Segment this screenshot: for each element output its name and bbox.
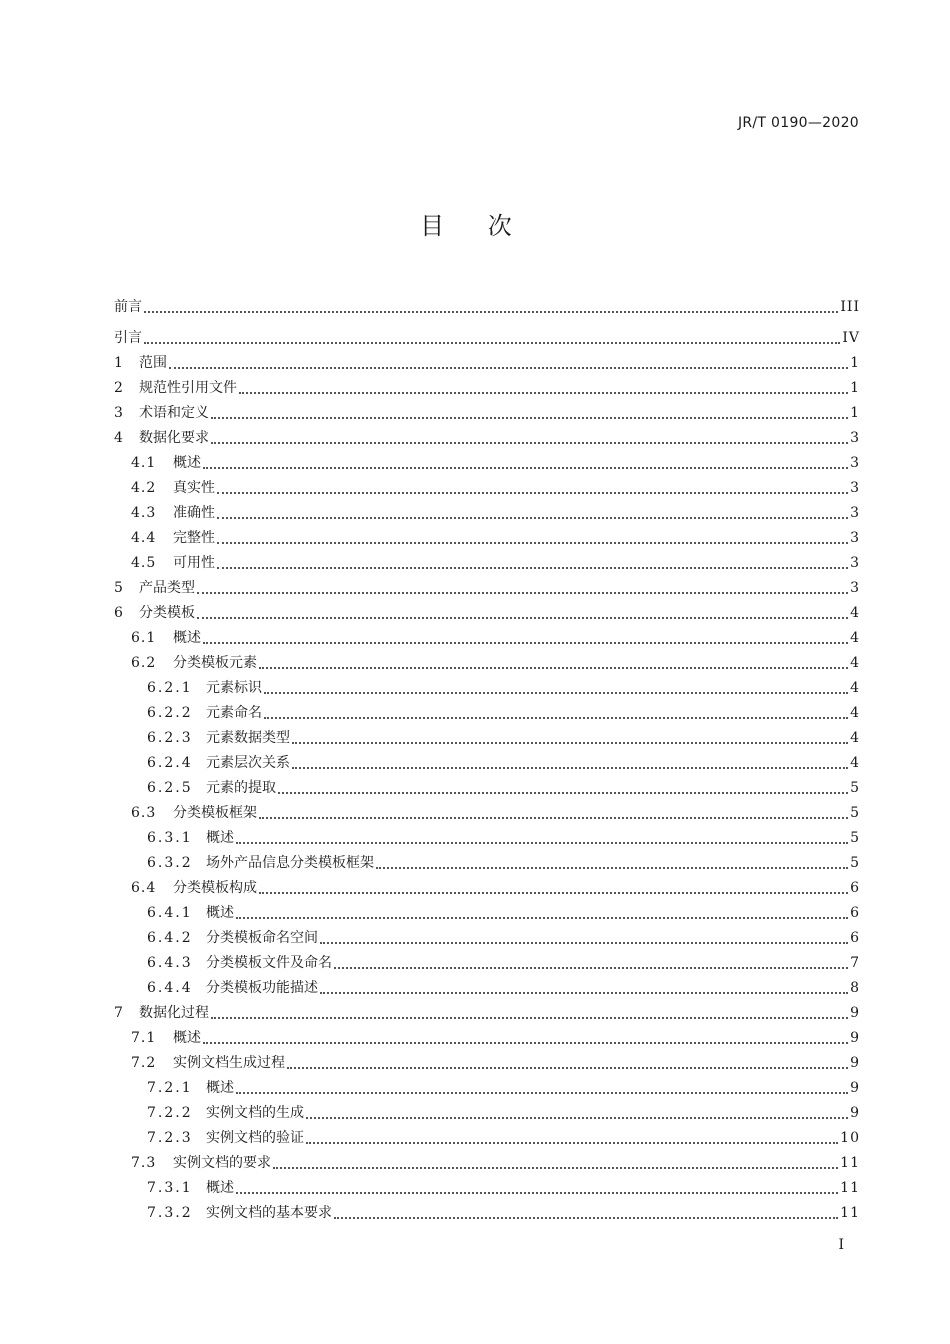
toc-entry-text: 概述 (206, 1080, 234, 1096)
toc-entry-page: 3 (850, 455, 860, 471)
toc-dot-leader (239, 391, 848, 394)
toc-entry-label (131, 630, 201, 647)
toc-entry-number: 4 (114, 430, 123, 446)
toc-entry[interactable] (114, 822, 860, 847)
toc-entry-label (147, 855, 374, 872)
toc-entry-text: 元素的提取 (206, 780, 276, 796)
toc-entry-page: 4 (850, 655, 860, 671)
toc-entry[interactable] (114, 1172, 860, 1197)
toc-entry-label (147, 955, 332, 972)
toc-entry-text: 分类模板命名空间 (206, 930, 318, 946)
toc-dot-leader (197, 591, 848, 594)
toc-entry-page: 3 (850, 580, 860, 596)
toc-entry[interactable] (114, 947, 860, 972)
toc-entry-page: 9 (850, 1080, 860, 1096)
toc-entry-page: 6 (850, 930, 860, 946)
toc-entry-text: 分类模板功能描述 (206, 980, 318, 996)
toc-entry[interactable] (114, 447, 860, 472)
toc-entry-number: 7.3.2 (147, 1205, 193, 1221)
toc-entry-page: 3 (850, 555, 860, 571)
toc-entry-number: 7.2.3 (147, 1130, 193, 1146)
toc-entry-text: 分类模板框架 (173, 805, 257, 821)
page-number: I (838, 1237, 844, 1253)
toc-dot-leader (211, 441, 848, 444)
toc-entry-page: 4 (850, 755, 860, 771)
toc-entry-number: 6.3.1 (147, 830, 193, 846)
toc-dot-leader (197, 616, 848, 619)
toc-dot-leader (292, 766, 848, 769)
toc-dot-leader (292, 741, 848, 744)
toc-entry-page: 4 (850, 630, 860, 646)
toc-entry-number: 7.2 (131, 1055, 157, 1071)
toc-entry-number: 6 (114, 605, 123, 621)
toc-entry-label (114, 380, 237, 397)
toc-dot-leader (217, 491, 848, 494)
toc-entry-label (147, 830, 234, 847)
toc-entry-number: 6.4.4 (147, 980, 193, 996)
toc-entry-text: 分类模板文件及命名 (206, 955, 332, 971)
toc-entry-text: 概述 (173, 1030, 201, 1046)
toc-entry-label (147, 905, 234, 922)
toc-entry-label (147, 980, 318, 997)
toc-dot-leader (203, 641, 848, 644)
toc-entry-text: 元素层次关系 (206, 755, 290, 771)
toc-entry-number: 7.3 (131, 1155, 157, 1171)
toc-entry-label (147, 1080, 234, 1097)
toc-dot-leader (278, 791, 848, 794)
toc-entry[interactable] (114, 997, 860, 1022)
toc-dot-leader (236, 1091, 848, 1094)
toc-entry[interactable] (114, 316, 860, 347)
standard-code: JR/T 0190—2020 (737, 115, 859, 131)
toc-entry-label (131, 1055, 285, 1072)
table-of-contents (114, 285, 860, 1222)
toc-title: 目 次 (420, 212, 530, 240)
toc-entry-text: 实例文档的基本要求 (206, 1205, 332, 1221)
toc-entry[interactable] (114, 472, 860, 497)
toc-dot-leader (236, 841, 848, 844)
toc-dot-leader (273, 1166, 838, 1169)
toc-entry-text: 可用性 (173, 555, 215, 571)
toc-dot-leader (264, 716, 848, 719)
toc-entry[interactable] (114, 722, 860, 747)
toc-entry-text: 准确性 (173, 505, 215, 521)
toc-entry-label (147, 705, 262, 722)
toc-entry-text: 产品类型 (139, 580, 195, 596)
toc-entry-text: 概述 (173, 630, 201, 646)
toc-entry-label (147, 680, 262, 697)
toc-entry-label (131, 455, 201, 472)
toc-entry-label (114, 605, 195, 622)
toc-entry-page: 7 (850, 955, 860, 971)
toc-entry-page: 9 (850, 1105, 860, 1121)
toc-entry[interactable] (114, 972, 860, 997)
toc-entry[interactable] (114, 1122, 860, 1147)
toc-entry[interactable] (114, 622, 860, 647)
toc-entry-text: 引言 (114, 330, 142, 346)
toc-entry-text: 实例文档生成过程 (173, 1055, 285, 1071)
toc-entry-label (114, 330, 142, 347)
toc-entry[interactable] (114, 1147, 860, 1172)
toc-dot-leader (334, 966, 848, 969)
toc-entry[interactable] (114, 922, 860, 947)
toc-entry-label (147, 1205, 332, 1222)
toc-entry-label (131, 805, 257, 822)
toc-dot-leader (264, 691, 848, 694)
toc-entry-label (131, 1030, 201, 1047)
toc-entry-number: 4.3 (131, 505, 157, 521)
toc-dot-leader (334, 1216, 838, 1219)
toc-dot-leader (203, 1041, 848, 1044)
toc-entry-page: 5 (850, 830, 860, 846)
toc-entry-number: 4.4 (131, 530, 157, 546)
toc-entry-number: 7.2.1 (147, 1080, 193, 1096)
toc-entry[interactable] (114, 1097, 860, 1122)
toc-entry-number: 7.3.1 (147, 1180, 193, 1196)
toc-entry-label (147, 780, 276, 797)
toc-entry[interactable] (114, 797, 860, 822)
toc-dot-leader (259, 816, 848, 819)
toc-entry-page: 1 (850, 380, 860, 396)
toc-entry[interactable] (114, 397, 860, 422)
toc-entry[interactable] (114, 847, 860, 872)
toc-entry-number: 6.3 (131, 805, 157, 821)
toc-dot-leader (259, 666, 848, 669)
toc-entry-text: 场外产品信息分类模板框架 (206, 855, 374, 871)
toc-entry[interactable] (114, 522, 860, 547)
toc-entry-page: 6 (850, 880, 860, 896)
toc-dot-leader (217, 566, 848, 569)
toc-dot-leader (144, 310, 838, 313)
toc-entry-page: 1 (850, 405, 860, 421)
toc-entry-page: 4 (850, 605, 860, 621)
toc-entry[interactable] (114, 1072, 860, 1097)
toc-entry[interactable] (114, 497, 860, 522)
toc-dot-leader (320, 991, 848, 994)
toc-entry-label (114, 430, 209, 447)
toc-entry-text: 数据化过程 (139, 1005, 209, 1021)
toc-dot-leader (376, 866, 848, 869)
toc-entry-label (131, 880, 257, 897)
toc-entry-page: 4 (850, 730, 860, 746)
toc-entry[interactable] (114, 547, 860, 572)
toc-entry[interactable] (114, 1197, 860, 1222)
toc-entry-page: 3 (850, 505, 860, 521)
toc-entry-text: 术语和定义 (139, 405, 209, 421)
toc-entry-label (114, 580, 195, 597)
toc-dot-leader (306, 1141, 838, 1144)
toc-entry-number: 7.1 (131, 1030, 157, 1046)
toc-dot-leader (259, 891, 848, 894)
toc-entry-number: 6.2.5 (147, 780, 193, 796)
toc-entry-number: 4.1 (131, 455, 157, 471)
toc-entry-text: 规范性引用文件 (139, 380, 237, 396)
toc-entry-number: 7 (114, 1005, 123, 1021)
toc-entry-page: 6 (850, 905, 860, 921)
toc-entry-number: 6.2.3 (147, 730, 193, 746)
toc-entry-number: 6.1 (131, 630, 157, 646)
toc-entry-page: 1 (850, 355, 860, 371)
toc-dot-leader (211, 1016, 848, 1019)
toc-dot-leader (287, 1066, 848, 1069)
toc-dot-leader (306, 1116, 848, 1119)
toc-entry-number: 7.2.2 (147, 1105, 193, 1121)
toc-entry-label (147, 930, 318, 947)
toc-entry-number: 4.2 (131, 480, 157, 496)
toc-entry-text: 概述 (206, 905, 234, 921)
toc-entry[interactable] (114, 1047, 860, 1072)
toc-entry[interactable] (114, 672, 860, 697)
toc-entry-page: 4 (850, 680, 860, 696)
toc-entry-label (131, 530, 215, 547)
toc-entry[interactable] (114, 697, 860, 722)
toc-entry-label (131, 505, 215, 522)
toc-entry-label (131, 655, 257, 672)
toc-entry-page: 11 (840, 1180, 860, 1196)
toc-entry-label (114, 1005, 209, 1022)
toc-entry[interactable] (114, 772, 860, 797)
toc-entry-text: 实例文档的生成 (206, 1105, 304, 1121)
toc-entry-number: 1 (114, 355, 123, 371)
toc-entry-number: 6.2.2 (147, 705, 193, 721)
toc-entry[interactable] (114, 285, 860, 316)
toc-dot-leader (217, 516, 848, 519)
toc-dot-leader (236, 916, 848, 919)
toc-entry[interactable] (114, 872, 860, 897)
toc-entry-label (147, 1105, 304, 1122)
toc-entry-page: IV (842, 330, 860, 346)
toc-entry-page: 9 (850, 1005, 860, 1021)
toc-entry[interactable] (114, 647, 860, 672)
toc-entry[interactable] (114, 1022, 860, 1047)
toc-entry-label (131, 555, 215, 572)
toc-entry-number: 6.2.1 (147, 680, 193, 696)
toc-entry-label (147, 730, 290, 747)
toc-entry-label (131, 1155, 271, 1172)
toc-entry-number: 6.2 (131, 655, 157, 671)
toc-entry-page: 5 (850, 805, 860, 821)
toc-entry-label (147, 1130, 304, 1147)
toc-entry-page: 11 (840, 1155, 860, 1171)
toc-entry-number: 5 (114, 580, 123, 596)
toc-entry-page: 3 (850, 430, 860, 446)
toc-entry-text: 分类模板元素 (173, 655, 257, 671)
toc-entry-number: 6.4.2 (147, 930, 193, 946)
toc-entry-number: 6.4.1 (147, 905, 193, 921)
toc-entry-number: 6.4.3 (147, 955, 193, 971)
toc-entry-label (147, 1180, 234, 1197)
toc-entry-text: 实例文档的要求 (173, 1155, 271, 1171)
toc-dot-leader (320, 941, 848, 944)
toc-entry-number: 6.2.4 (147, 755, 193, 771)
toc-entry-number: 6.3.2 (147, 855, 193, 871)
toc-entry-page: 3 (850, 480, 860, 496)
toc-entry[interactable] (114, 347, 860, 372)
toc-dot-leader (211, 416, 848, 419)
toc-entry-text: 概述 (206, 830, 234, 846)
toc-entry-text: 元素数据类型 (206, 730, 290, 746)
toc-entry-text: 前言 (114, 299, 142, 315)
toc-entry[interactable] (114, 597, 860, 622)
toc-entry-text: 分类模板构成 (173, 880, 257, 896)
toc-entry-label (147, 755, 290, 772)
toc-entry-text: 概述 (206, 1180, 234, 1196)
toc-dot-leader (236, 1191, 838, 1194)
toc-entry-number: 2 (114, 380, 123, 396)
toc-dot-leader (203, 466, 848, 469)
toc-entry-page: 3 (850, 530, 860, 546)
toc-entry-text: 元素命名 (206, 705, 262, 721)
toc-entry-page: 10 (840, 1130, 860, 1146)
toc-entry-number: 4.5 (131, 555, 157, 571)
toc-dot-leader (169, 366, 848, 369)
toc-dot-leader (217, 541, 848, 544)
toc-entry-label (114, 355, 167, 372)
toc-entry-text: 实例文档的验证 (206, 1130, 304, 1146)
toc-entry-text: 范围 (139, 355, 167, 371)
toc-entry-page: 5 (850, 855, 860, 871)
toc-entry-page: 4 (850, 705, 860, 721)
toc-entry[interactable] (114, 572, 860, 597)
toc-entry-page: 11 (840, 1205, 860, 1221)
toc-entry[interactable] (114, 897, 860, 922)
toc-entry-text: 完整性 (173, 530, 215, 546)
toc-entry-label (114, 299, 142, 316)
toc-entry-number: 3 (114, 405, 123, 421)
toc-entry[interactable] (114, 422, 860, 447)
toc-entry-text: 元素标识 (206, 680, 262, 696)
toc-entry-page: III (840, 299, 860, 315)
toc-dot-leader (144, 341, 840, 344)
toc-entry-page: 8 (850, 980, 860, 996)
toc-entry-page: 9 (850, 1055, 860, 1071)
toc-entry-page: 9 (850, 1030, 860, 1046)
toc-entry[interactable] (114, 747, 860, 772)
toc-entry-text: 真实性 (173, 480, 215, 496)
toc-entry-label (131, 480, 215, 497)
toc-entry-text: 分类模板 (139, 605, 195, 621)
toc-entry[interactable] (114, 372, 860, 397)
toc-entry-label (114, 405, 209, 422)
toc-entry-number: 6.4 (131, 880, 157, 896)
toc-entry-page: 5 (850, 780, 860, 796)
toc-entry-text: 概述 (173, 455, 201, 471)
toc-entry-text: 数据化要求 (139, 430, 209, 446)
